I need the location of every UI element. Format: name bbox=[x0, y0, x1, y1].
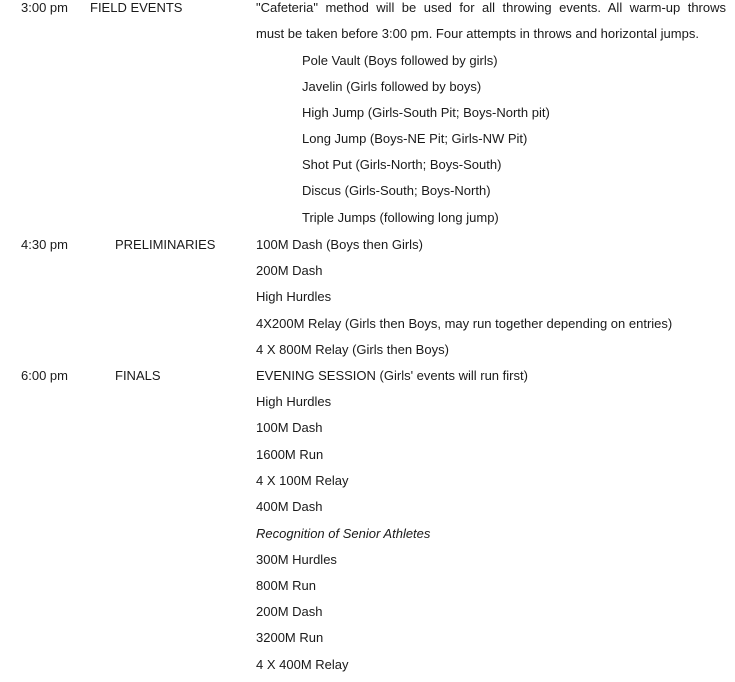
time-field-events: 3:00 pm bbox=[21, 0, 68, 15]
senior-recognition-note: Recognition of Senior Athletes bbox=[256, 526, 431, 541]
time-preliminaries: 4:30 pm bbox=[21, 237, 68, 252]
event-item: 800M Run bbox=[256, 578, 316, 593]
event-item: High Hurdles bbox=[256, 394, 332, 409]
field-events-description-line-1: "Cafeteria" method will be used for all throwing events. All warm-up throws bbox=[256, 0, 726, 15]
event-item: 4 X 800M Relay (Girls then Boys) bbox=[256, 342, 449, 357]
event-item: 1600M Run bbox=[256, 447, 324, 462]
heading-finals: FINALS bbox=[115, 368, 161, 383]
event-item: 100M Dash bbox=[256, 420, 323, 435]
event-item: High Hurdles bbox=[256, 289, 332, 304]
event-item: Shot Put (Girls-North; Boys-South) bbox=[302, 157, 502, 172]
event-item: Long Jump (Boys-NE Pit; Girls-NW Pit) bbox=[302, 131, 528, 146]
event-item: 400M Dash bbox=[256, 499, 323, 514]
event-item: 4X200M Relay (Girls then Boys, may run together depending on entries) bbox=[256, 316, 673, 331]
event-item: 100M Dash (Boys then Girls) bbox=[256, 237, 423, 252]
evening-session-note: EVENING SESSION (Girls' events will run first) bbox=[256, 368, 528, 383]
event-item: 4 X 400M Relay bbox=[256, 657, 349, 672]
event-item: 200M Dash bbox=[256, 263, 323, 278]
event-item: High Jump (Girls-South Pit; Boys-North pit) bbox=[302, 105, 550, 120]
event-item: 3200M Run bbox=[256, 630, 324, 645]
field-events-description-line-2: must be taken before 3:00 pm. Four attempts in throws and horizontal jumps. bbox=[256, 26, 699, 41]
event-item: Javelin (Girls followed by boys) bbox=[302, 79, 482, 94]
event-item: 300M Hurdles bbox=[256, 552, 337, 567]
time-finals: 6:00 pm bbox=[21, 368, 68, 383]
event-item: Discus (Girls-South; Boys-North) bbox=[302, 183, 491, 198]
heading-preliminaries: PRELIMINARIES bbox=[115, 237, 216, 252]
event-item: Triple Jumps (following long jump) bbox=[302, 210, 499, 225]
event-item: 200M Dash bbox=[256, 604, 323, 619]
event-item: Pole Vault (Boys followed by girls) bbox=[302, 53, 498, 68]
event-item: 4 X 100M Relay bbox=[256, 473, 349, 488]
heading-field-events: FIELD EVENTS bbox=[90, 0, 183, 15]
